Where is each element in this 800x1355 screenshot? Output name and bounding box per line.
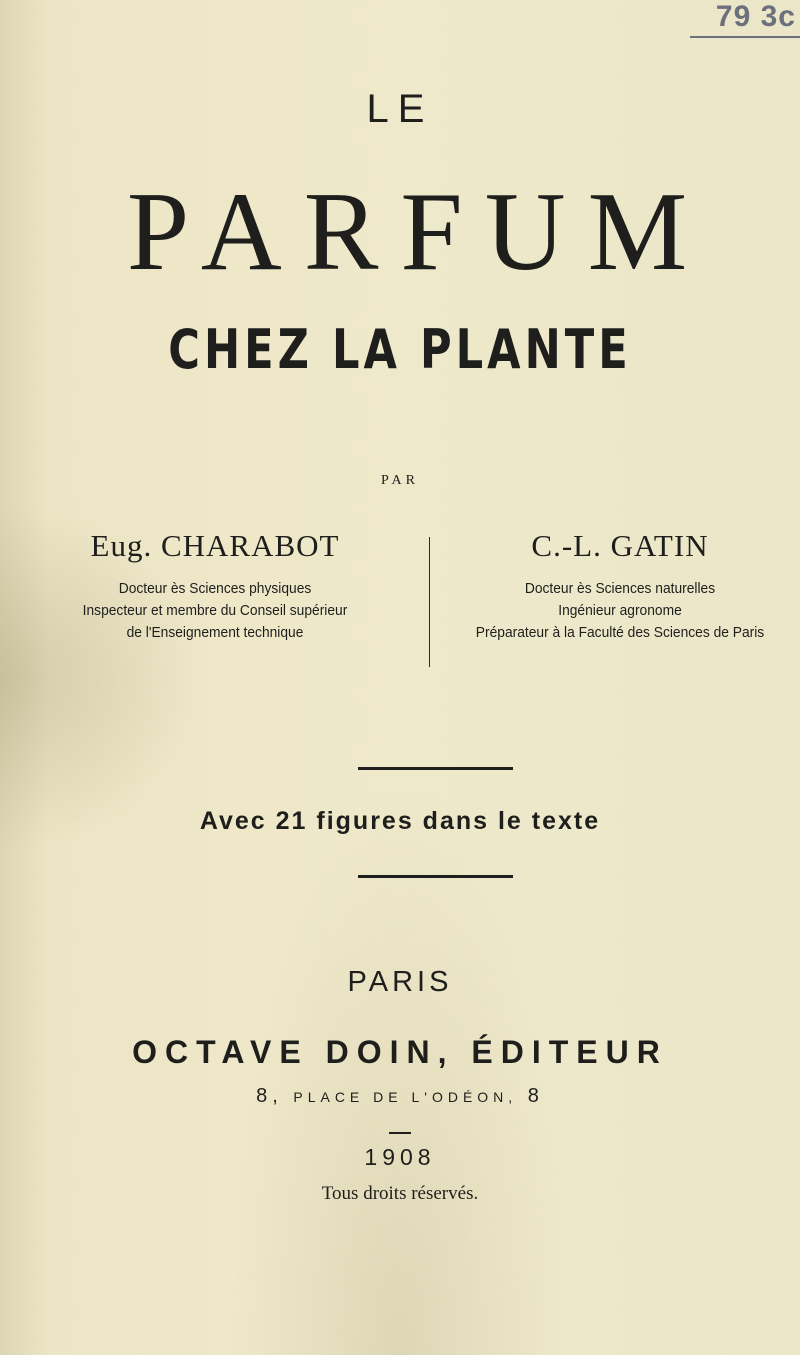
- rights-notice: Tous droits réservés.: [321, 1183, 479, 1204]
- address-number: 8,: [256, 1085, 283, 1107]
- title-main: PARFUM: [126, 170, 710, 294]
- imprint-dash: [389, 1132, 411, 1134]
- author-name: [440, 528, 800, 564]
- address-number: 8: [527, 1085, 544, 1107]
- decorative-rule: [358, 875, 513, 878]
- author-charabot: [10, 528, 420, 644]
- author-surname: CHARABOT: [160, 528, 340, 563]
- author-initial: C.-L.: [531, 528, 602, 563]
- author-credential: Docteur ès Sciences physiques: [118, 580, 312, 597]
- address-street: PLACE DE L'ODÉON,: [293, 1089, 518, 1105]
- figures-note: Avec 21 figures dans le texte: [199, 807, 601, 835]
- library-shelfmark: 79 3c: [715, 0, 796, 33]
- imprint-publisher: OCTAVE DOIN, ÉDITEUR: [132, 1034, 668, 1070]
- imprint-year: 1908: [364, 1144, 436, 1170]
- imprint-address: [0, 1085, 800, 1108]
- author-credential: Docteur ès Sciences naturelles: [524, 580, 716, 597]
- title-article: LE: [366, 87, 434, 131]
- author-gatin: [440, 528, 800, 644]
- imprint-city: PARIS: [347, 966, 453, 998]
- author-credential: Ingénieur agronome: [558, 602, 682, 619]
- author-credential: de l'Enseignement technique: [126, 624, 304, 641]
- decorative-rule: [358, 767, 513, 770]
- author-initial: Eug.: [90, 528, 153, 563]
- author-name: [10, 528, 420, 564]
- by-line: PAR: [381, 473, 419, 488]
- title-subtitle: CHEZ LA PLANTE: [168, 318, 632, 381]
- author-surname: GATIN: [610, 528, 709, 563]
- author-credential: Préparateur à la Faculté des Sciences de Paris: [475, 624, 765, 641]
- author-divider: [429, 537, 430, 667]
- shelfmark-underline: [690, 36, 800, 38]
- author-credential: Inspecteur et membre du Conseil supérieur: [82, 602, 348, 619]
